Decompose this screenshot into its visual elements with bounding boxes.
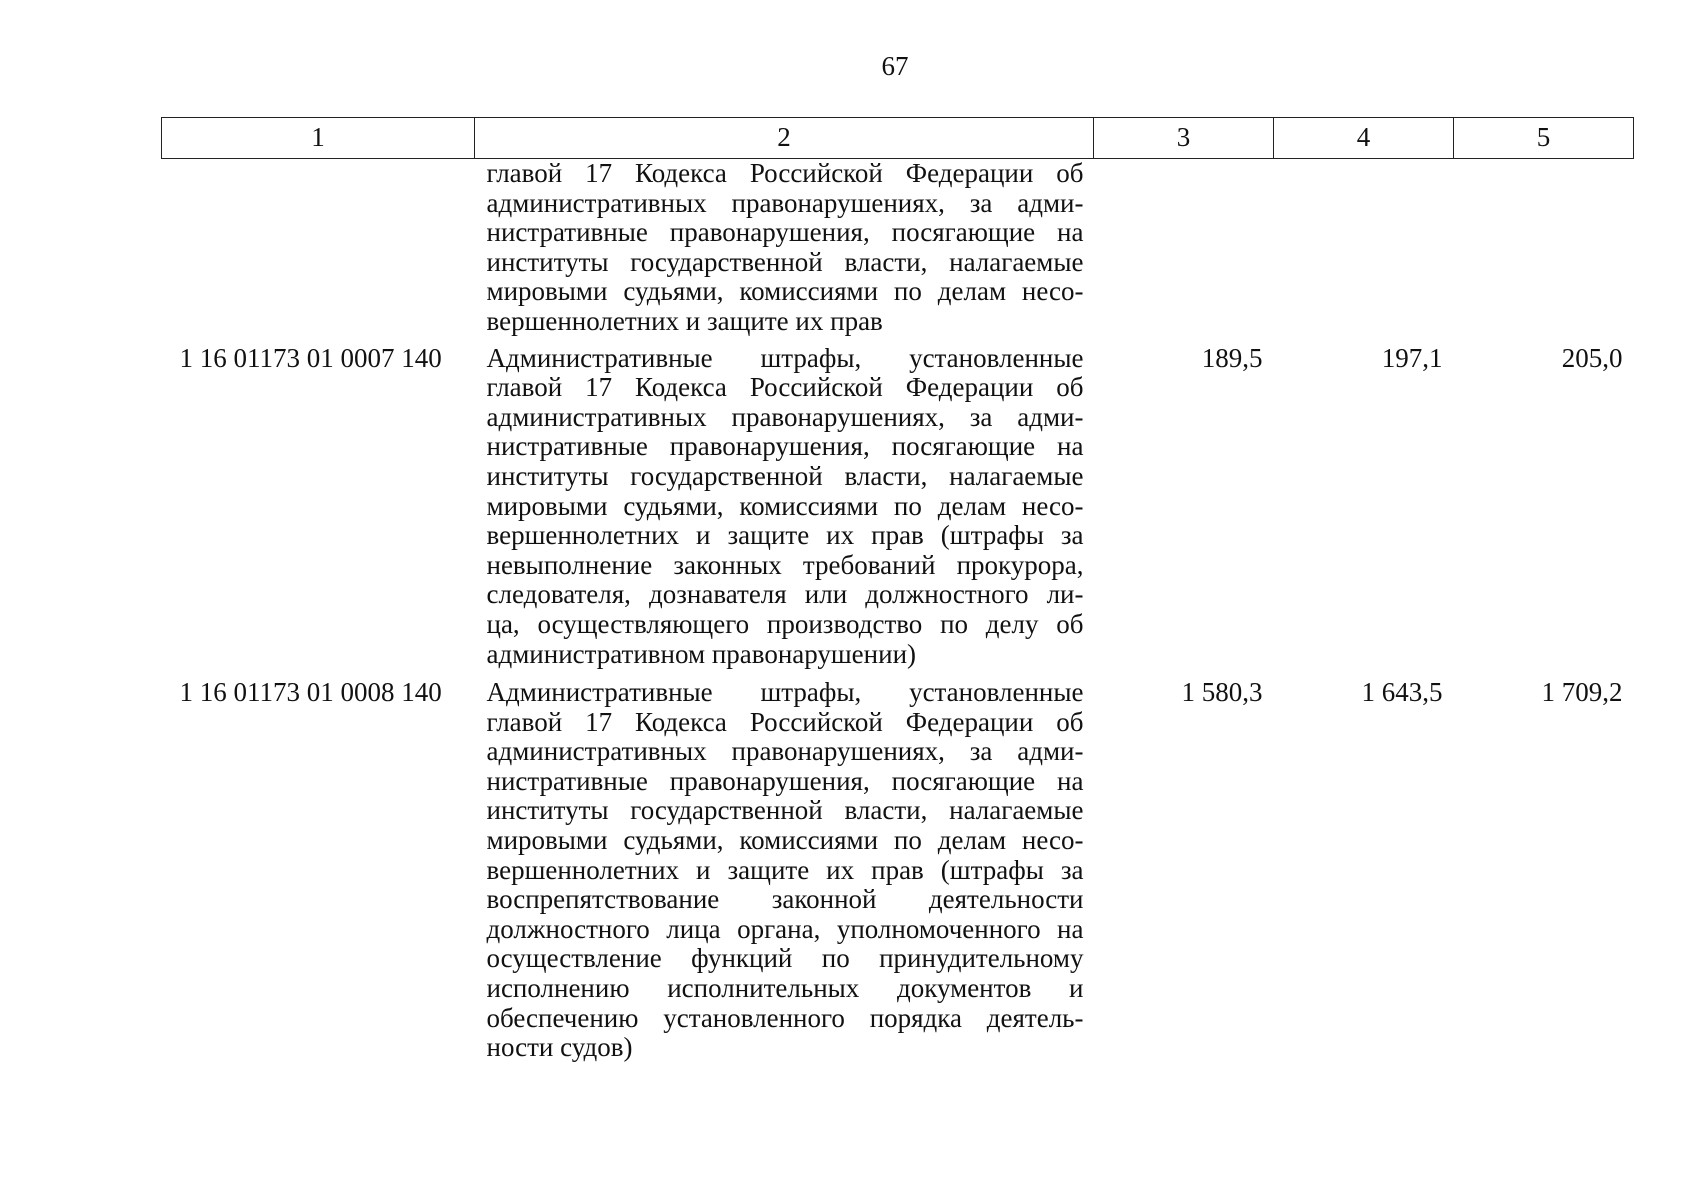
row-value-col4 (1274, 159, 1454, 342)
row-value-col3 (1094, 159, 1274, 342)
row-value-col4: 1 643,5 (1361, 677, 1443, 708)
row-name-line: нистративные правонарушения, посягающие на (486, 217, 1084, 248)
row-name-line: вершеннолетних и защите их прав (штрафы за (486, 854, 1084, 885)
row-value-col5: 1 709,2 (1541, 677, 1623, 708)
row-name-line: воспрепятствование законной деятельности (486, 884, 1084, 915)
column-header-4: 4 (1274, 118, 1454, 159)
row-name-line: осуществление функций по принудительному (486, 943, 1084, 974)
column-header-5: 5 (1454, 118, 1634, 159)
row-name-line: вершеннолетних и защите их прав (штрафы за (486, 520, 1084, 551)
row-name-line: мировыми судьями, комиссиями по делам несо- (486, 825, 1084, 856)
row-name-line: административных правонарушениях, за адми- (486, 736, 1084, 767)
row-name (475, 342, 1094, 677)
row-code: 1 16 01173 01 0008 140 (179, 677, 442, 708)
table-row (162, 676, 1634, 1063)
row-value-col3: 189,5 (1201, 342, 1263, 373)
page-number: 67 (881, 51, 909, 81)
column-header-2: 2 (475, 118, 1094, 159)
row-name-line: административных правонарушениях, за адми- (486, 401, 1084, 432)
row-name-line: Административные штрафы, установленные (486, 342, 1084, 373)
row-name-line: вершеннолетних и защите их прав (486, 305, 883, 336)
row-value-col5 (1454, 159, 1634, 342)
row-name-line: институты государственной власти, налагаемые (486, 246, 1084, 277)
row-name-line: институты государственной власти, налагаемые (486, 460, 1084, 491)
row-name-line: Административные штрафы, установленные (486, 677, 1084, 708)
row-name-line: административном правонарушении) (486, 638, 917, 669)
row-name-line: административных правонарушениях, за адми- (486, 187, 1084, 218)
row-name-line: нистративные правонарушения, посягающие на (486, 431, 1084, 462)
row-value-col3: 1 580,3 (1181, 677, 1263, 708)
column-header-3: 3 (1094, 118, 1274, 159)
row-name-line: главой 17 Кодекса Российской Федерации об (486, 158, 1084, 188)
row-code (162, 159, 475, 342)
table-row (162, 342, 1634, 677)
row-name-line: ности судов) (486, 1032, 633, 1063)
row-name-line: нистративные правонарушения, посягающие на (486, 765, 1084, 796)
row-code: 1 16 01173 01 0007 140 (179, 342, 442, 373)
budget-table (161, 117, 1634, 1063)
row-name-line: институты государственной власти, налагаемые (486, 795, 1084, 826)
row-name-line: мировыми судьями, комиссиями по делам несо- (486, 276, 1084, 307)
row-value-col5: 205,0 (1561, 342, 1623, 373)
row-name (475, 159, 1094, 342)
row-name-line: исполнению исполнительных документов и (486, 973, 1084, 1004)
table-row (162, 159, 1634, 342)
row-name (475, 676, 1094, 1063)
row-name-line: ца, осуществляющего производство по делу об (486, 608, 1084, 639)
row-name-line: мировыми судьями, комиссиями по делам несо- (486, 490, 1084, 521)
row-name-line: главой 17 Кодекса Российской Федерации об (486, 706, 1084, 737)
row-name-line: главой 17 Кодекса Российской Федерации об (486, 372, 1084, 403)
row-value-col4: 197,1 (1381, 342, 1443, 373)
row-name-line: обеспечению установленного порядка деятель- (486, 1002, 1084, 1033)
row-name-line: невыполнение законных требований прокурора, (486, 549, 1084, 580)
table-header-row (162, 118, 1634, 159)
row-name-line: следователя, дознавателя или должностного ли- (486, 579, 1084, 610)
row-name-line: должностного лица органа, уполномоченного на (486, 913, 1084, 944)
column-header-1: 1 (162, 118, 475, 159)
